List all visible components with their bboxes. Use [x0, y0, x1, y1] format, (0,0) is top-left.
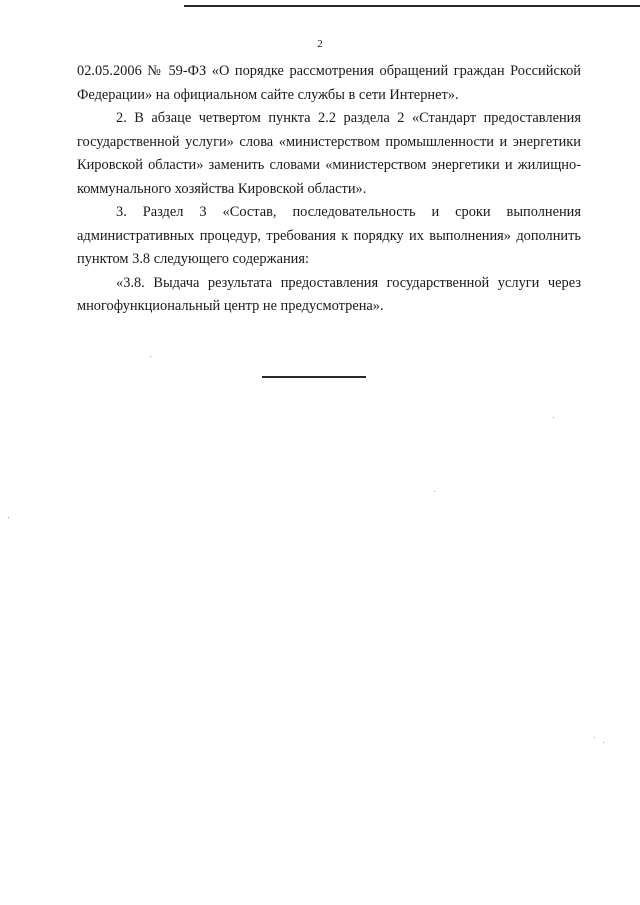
- paragraph-quote-3-8: «3.8. Выдача результата предоставления государственной услуги через многофункциональный центр не предусмотрена».: [77, 274, 581, 314]
- scan-speck: [8, 517, 9, 518]
- paragraph-item-3: 3. Раздел 3 «Состав, последовательность и сроки выполнения административных процедур, требования к порядку их выполнения» дополнить пунктом 3.8 следующего содержания:: [77, 204, 581, 267]
- scan-speck: [594, 737, 595, 738]
- scan-speck: [553, 417, 554, 418]
- page-number: 2: [317, 38, 323, 50]
- document-body: [77, 60, 581, 319]
- scan-speck: [434, 491, 435, 492]
- paragraph-item-2: 2. В абзаце четвертом пункта 2.2 раздела 2 «Стандарт предоставления государственной услуги» слова «министерством промышленности и энергетики Кировской области» заменить словами «министерством энергетики и жилищно-коммунального хозяйства Кировской области».: [77, 110, 581, 197]
- end-of-text-line: [262, 376, 366, 378]
- top-edge-line: [184, 5, 640, 7]
- scan-speck: [603, 742, 604, 743]
- scan-speck: [150, 356, 151, 357]
- paragraph-continuation: 02.05.2006 № 59-ФЗ «О порядке рассмотрения обращений граждан Российской Федерации» на официальном сайте службы в сети Интернет».: [77, 63, 581, 103]
